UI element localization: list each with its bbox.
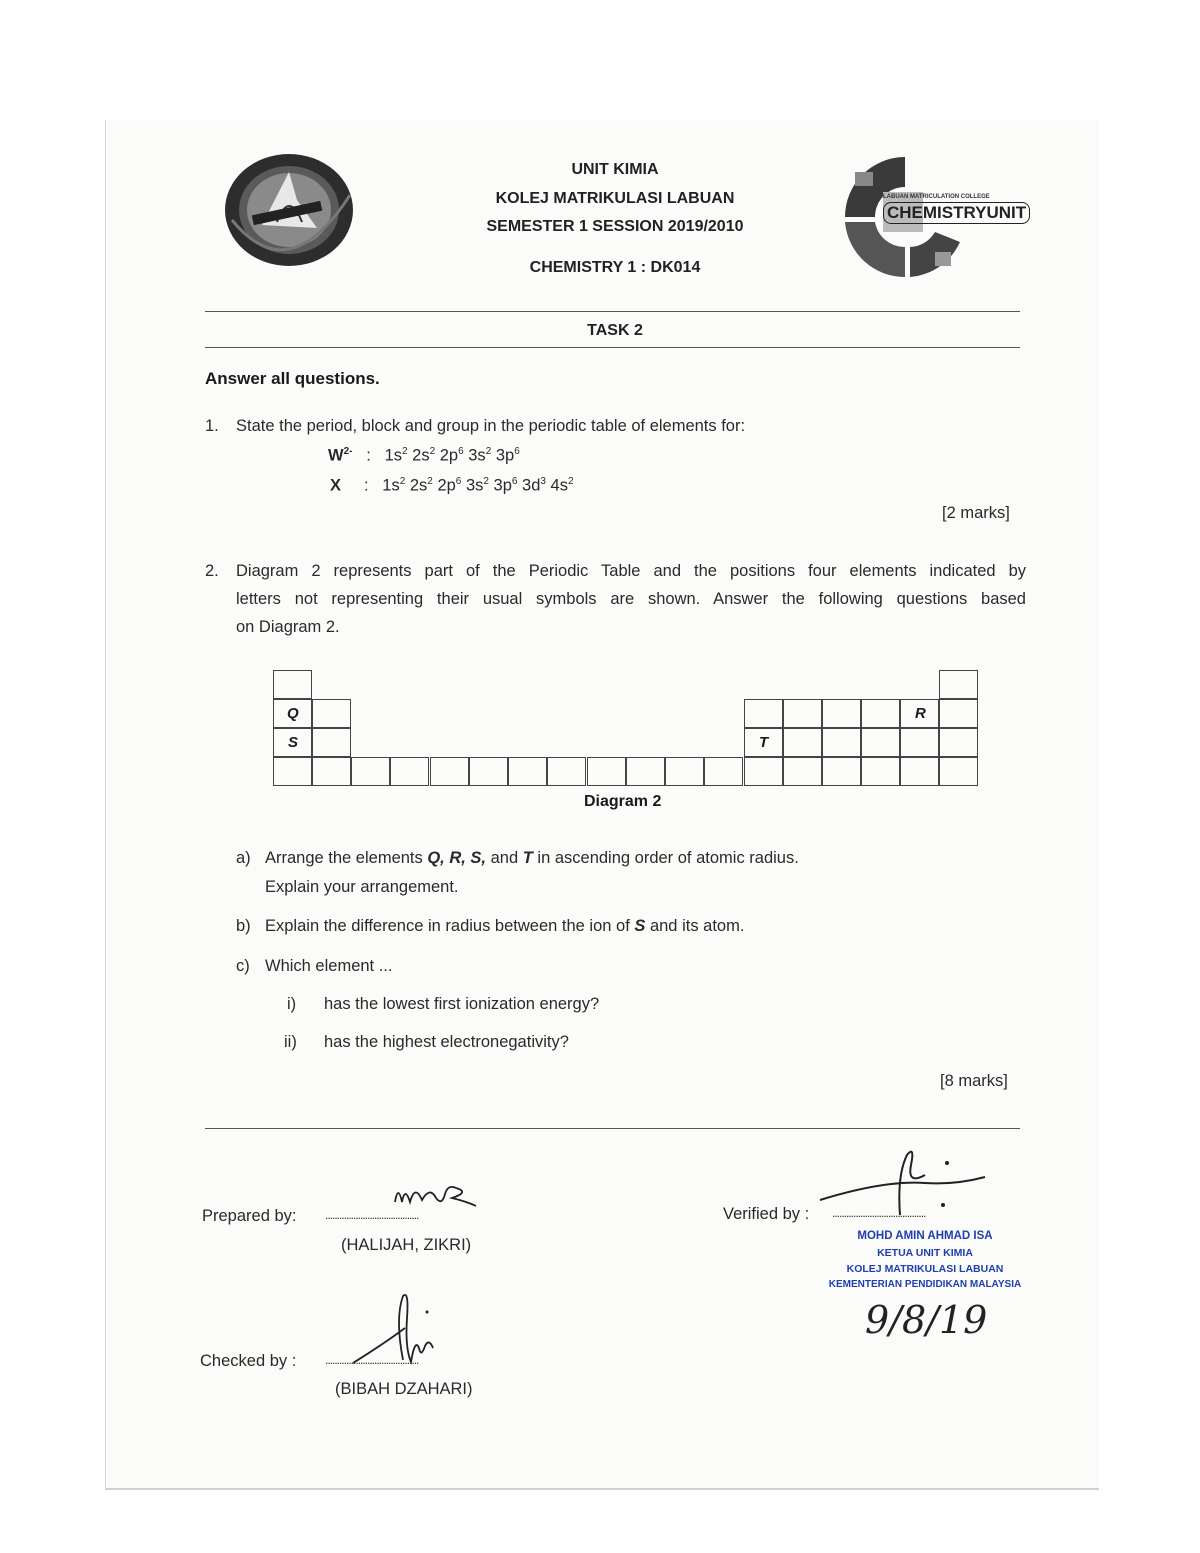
qa-label: a) — [236, 849, 251, 867]
pt-cell — [744, 757, 783, 786]
qa-pre: Arrange the elements — [265, 849, 428, 867]
verified-dots: ........................................ — [832, 1206, 926, 1220]
pt-cell — [312, 757, 351, 786]
qb-s: S — [634, 917, 646, 935]
pt-cell — [939, 699, 978, 728]
pt-cell — [273, 670, 312, 699]
rule-bottom — [205, 1128, 1020, 1129]
header-unit: UNIT KIMIA — [571, 161, 659, 178]
pt-cell — [430, 757, 469, 786]
q1-text: State the period, block and group in the periodic table of elements for: — [236, 417, 746, 435]
pt-cell — [744, 699, 783, 728]
pt-cell — [900, 728, 939, 757]
qb-post: and its atom. — [645, 917, 745, 935]
header-semester: SEMESTER 1 SESSION 2019/2010 — [486, 218, 744, 235]
pt-cell-q — [273, 699, 312, 728]
task-title: TASK 2 — [587, 322, 643, 339]
header-college: KOLEJ MATRIKULASI LABUAN — [495, 190, 735, 207]
pt-cell — [822, 757, 861, 786]
pt-cell — [351, 757, 390, 786]
qci-label: i) — [287, 995, 297, 1013]
header-course: CHEMISTRY 1 : DK014 — [529, 259, 701, 276]
qb-text — [265, 917, 744, 936]
stamp-line2: KETUA UNIT KIMIA — [877, 1247, 973, 1259]
pt-cell-t — [744, 728, 783, 757]
pt-cell — [626, 757, 665, 786]
pt-cell — [783, 728, 822, 757]
pt-cell — [783, 757, 822, 786]
qa-t: T — [522, 849, 533, 867]
x-colon: : — [363, 476, 369, 495]
checked-name: (BIBAH DZAHARI) — [335, 1380, 473, 1398]
label-r: R — [915, 705, 926, 722]
label-s: S — [288, 734, 299, 751]
q2-text-line1: Diagram 2 represents part of the Periodic Table and the positions four elements indicated by — [236, 562, 1026, 580]
qci-text: has the lowest first ionization energy? — [324, 995, 600, 1013]
verified-signature-icon — [815, 1145, 990, 1220]
qc-label: c) — [236, 957, 250, 975]
pt-cell — [469, 757, 508, 786]
q1-number: 1. — [205, 417, 219, 435]
stamp-line1: MOHD AMIN AHMAD ISA — [857, 1230, 993, 1242]
pt-cell — [939, 728, 978, 757]
logo-text: CHEMISTRYUNIT — [883, 202, 1030, 224]
checked-label: Checked by : — [200, 1352, 297, 1370]
diagram-caption: Diagram 2 — [584, 793, 662, 810]
q1-x-config: X : $1s^2$ $2s^2$ $2p^6$ $3s^2$ $3p^6$ $3d^3$ $4s^2$ — [330, 476, 574, 495]
checked-dots: ........................................ — [325, 1353, 419, 1367]
pt-cell — [939, 757, 978, 786]
qcii-text: has the highest electronegativity? — [324, 1033, 569, 1051]
rule-top — [205, 311, 1020, 312]
prepared-name: (HALIJAH, ZIKRI) — [341, 1236, 472, 1254]
pt-cell-s — [273, 728, 312, 757]
periodic-table-diagram — [273, 670, 979, 790]
q2-number: 2. — [205, 562, 219, 580]
pt-cell — [783, 699, 822, 728]
verified-label: Verified by : — [723, 1205, 810, 1223]
qa-elements: Q, R, S, — [427, 849, 487, 867]
pt-cell — [312, 728, 351, 757]
q2-marks: [8 marks] — [940, 1072, 1008, 1090]
q2-text-line3: on Diagram 2. — [236, 618, 340, 636]
handwritten-date: 9/8/19 — [865, 1298, 988, 1342]
q2-text-line2: letters not representing their usual symbols are shown. Answer the following questions based — [236, 590, 1026, 608]
pt-cell — [587, 757, 626, 786]
qa-post: in ascending order of atomic radius. — [532, 849, 799, 867]
pt-cell — [939, 670, 978, 699]
prepared-dots: ........................................ — [325, 1208, 419, 1222]
pt-cell — [704, 757, 743, 786]
pt-cell — [822, 728, 861, 757]
pt-cell — [273, 757, 312, 786]
label-t: T — [759, 734, 769, 751]
q1-w-config: $W^{2-}$ : $1s^2$ $2s^2$ $2p^6$ $3s^2$ $3p^6$ — [328, 446, 520, 465]
pt-cell — [312, 699, 351, 728]
qb-label: b) — [236, 917, 251, 935]
qcii-label: ii) — [284, 1033, 297, 1051]
college-logo-icon — [222, 150, 357, 270]
pt-cell — [547, 757, 586, 786]
qa-text — [265, 849, 799, 868]
w-colon: : — [366, 446, 371, 465]
rule-task — [205, 347, 1020, 348]
pt-cell — [900, 757, 939, 786]
checked-signature-icon — [345, 1288, 440, 1368]
pt-cell — [508, 757, 547, 786]
q1-marks: [2 marks] — [942, 504, 1010, 522]
pt-cell — [861, 757, 900, 786]
x-symbol: X — [330, 476, 342, 495]
pt-cell-r — [900, 699, 939, 728]
label-q: Q — [287, 705, 299, 722]
prepared-signature-icon — [390, 1172, 480, 1212]
prepared-label: Prepared by: — [202, 1207, 297, 1225]
qa-and: and — [486, 849, 523, 867]
instruction: Answer all questions. — [205, 369, 380, 388]
pt-cell — [861, 699, 900, 728]
pt-cell — [822, 699, 861, 728]
qb-pre: Explain the difference in radius between the ion of — [265, 917, 635, 935]
logo-small-text: LABUAN MATRICULATION COLLEGE — [883, 194, 990, 200]
stamp-line3: KOLEJ MATRIKULASI LABUAN — [846, 1263, 1004, 1275]
w-symbol: W — [328, 446, 344, 465]
qc-text: Which element ... — [265, 957, 393, 975]
pt-cell — [390, 757, 429, 786]
w-charge: 2- — [343, 446, 353, 457]
stamp-line4: KEMENTERIAN PENDIDIKAN MALAYSIA — [828, 1279, 1022, 1290]
pt-cell — [861, 728, 900, 757]
qa-line2: Explain your arrangement. — [265, 878, 459, 896]
pt-cell — [665, 757, 704, 786]
